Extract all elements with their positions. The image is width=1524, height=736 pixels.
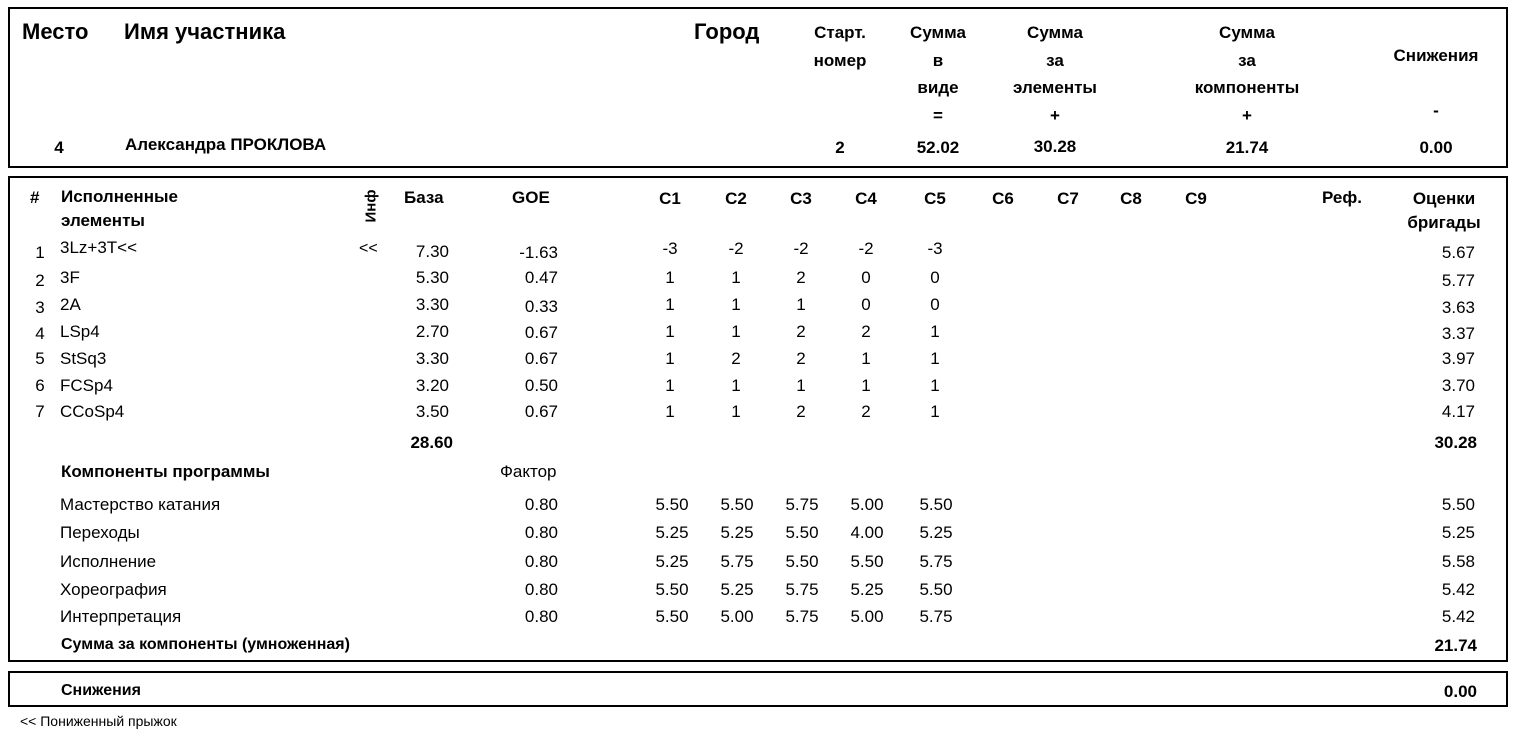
element-score: 5.77 xyxy=(1441,271,1475,290)
component-judge-3: 5.75 xyxy=(785,495,819,514)
element-judge-2: 2 xyxy=(731,349,741,368)
element-judge-4: 1 xyxy=(861,376,871,395)
component-name: Интерпретация xyxy=(60,607,182,626)
element-name: LSp4 xyxy=(60,322,100,341)
element-name: 2A xyxy=(60,295,81,314)
component-judge-3: 5.75 xyxy=(785,580,819,599)
element-judge-2: 1 xyxy=(731,295,741,314)
element-name: StSq3 xyxy=(60,349,107,368)
element-judge-4: 1 xyxy=(861,349,871,368)
components-total-label: Сумма за компоненты (умноженная) xyxy=(61,636,350,653)
component-judge-1: 5.50 xyxy=(655,607,689,626)
element-judge-4: 2 xyxy=(861,322,871,341)
col-judge-9: С9 xyxy=(1185,189,1207,208)
component-judge-2: 5.50 xyxy=(720,495,754,514)
component-judge-1: 5.25 xyxy=(655,523,689,542)
element-judge-1: 1 xyxy=(665,402,675,421)
component-name: Исполнение xyxy=(60,552,157,571)
header-place: Место xyxy=(22,19,89,44)
element-judge-5: 1 xyxy=(930,402,940,421)
skater-place: 4 xyxy=(54,138,64,157)
component-judge-5: 5.25 xyxy=(919,523,953,542)
element-judge-1: 1 xyxy=(665,295,675,314)
element-judge-4: 2 xyxy=(861,402,871,421)
header-deductions-sign: - xyxy=(1433,101,1439,120)
element-num: 6 xyxy=(35,376,45,395)
deductions-label: Снижения xyxy=(61,682,141,699)
component-judge-2: 5.25 xyxy=(720,523,754,542)
element-judge-2: 1 xyxy=(731,268,741,287)
element-judge-1: -3 xyxy=(662,239,678,258)
element-name: FCSp4 xyxy=(60,376,113,395)
col-judge-4: С4 xyxy=(855,189,877,208)
component-factor: 0.80 xyxy=(524,495,558,514)
component-judge-5: 5.75 xyxy=(919,552,953,571)
component-factor: 0.80 xyxy=(524,523,558,542)
element-base: 3.50 xyxy=(415,402,449,421)
component-judge-4: 4.00 xyxy=(850,523,884,542)
component-judge-4: 5.00 xyxy=(850,495,884,514)
element-judge-3: 2 xyxy=(796,322,806,341)
element-score: 3.37 xyxy=(1441,324,1475,343)
elements-score-total: 30.28 xyxy=(1434,433,1477,452)
element-info: << xyxy=(359,240,378,257)
element-name: CCoSp4 xyxy=(60,402,125,421)
element-score: 3.70 xyxy=(1441,376,1475,395)
element-num: 3 xyxy=(35,298,45,317)
header-deductions: Снижения xyxy=(1393,46,1479,65)
element-name: 3Lz+3T<< xyxy=(60,238,138,257)
component-judge-5: 5.75 xyxy=(919,607,953,626)
component-factor: 0.80 xyxy=(524,552,558,571)
skater-components-total: 21.74 xyxy=(1225,138,1269,157)
skater-total: 52.02 xyxy=(916,138,960,157)
element-judge-3: 2 xyxy=(796,349,806,368)
element-base: 3.30 xyxy=(415,295,449,314)
col-judge-5: С5 xyxy=(924,189,946,208)
col-score: Оценки бригады xyxy=(1407,189,1481,232)
element-judge-1: 1 xyxy=(665,322,675,341)
element-goe: 0.33 xyxy=(524,297,558,316)
component-judge-4: 5.00 xyxy=(850,607,884,626)
element-base: 3.20 xyxy=(415,376,449,395)
element-score: 3.97 xyxy=(1441,349,1475,368)
element-goe: -1.63 xyxy=(519,243,558,262)
component-judge-4: 5.50 xyxy=(850,552,884,571)
col-judge-6: С6 xyxy=(992,189,1014,208)
element-judge-2: 1 xyxy=(731,376,741,395)
element-base: 3.30 xyxy=(415,349,449,368)
components-factor-label: Фактор xyxy=(500,462,557,481)
component-score: 5.42 xyxy=(1441,580,1475,599)
element-score: 4.17 xyxy=(1441,402,1475,421)
element-judge-4: 0 xyxy=(861,295,871,314)
component-name: Переходы xyxy=(60,523,140,542)
skater-elements-total: 30.28 xyxy=(1033,137,1077,156)
element-goe: 0.67 xyxy=(524,349,558,368)
component-name: Хореография xyxy=(60,580,167,599)
header-elements: Сумма за элементы + xyxy=(1013,23,1097,125)
element-num: 2 xyxy=(35,271,45,290)
component-judge-1: 5.25 xyxy=(655,552,689,571)
deductions-box xyxy=(8,671,1508,707)
col-judge-8: С8 xyxy=(1120,189,1142,208)
component-judge-3: 5.50 xyxy=(785,552,819,571)
component-judge-1: 5.50 xyxy=(655,580,689,599)
element-judge-1: 1 xyxy=(665,349,675,368)
element-judge-2: 1 xyxy=(731,402,741,421)
elements-base-total: 28.60 xyxy=(410,433,453,452)
element-num: 5 xyxy=(35,349,45,368)
skater-start-no: 2 xyxy=(835,138,845,157)
component-factor: 0.80 xyxy=(524,607,558,626)
component-judge-3: 5.75 xyxy=(785,607,819,626)
element-goe: 0.50 xyxy=(524,376,558,395)
col-base: База xyxy=(404,188,444,207)
element-base: 7.30 xyxy=(415,242,449,261)
header-name: Имя участника xyxy=(124,19,286,44)
deductions-value: 0.00 xyxy=(1443,682,1477,701)
component-judge-3: 5.50 xyxy=(785,523,819,542)
element-judge-5: 1 xyxy=(930,349,940,368)
element-judge-4: -2 xyxy=(858,239,874,258)
component-judge-5: 5.50 xyxy=(919,580,953,599)
element-name: 3F xyxy=(60,268,80,287)
header-city: Город xyxy=(694,19,760,44)
header-total: Сумма в виде = xyxy=(910,23,966,125)
skater-deductions: 0.00 xyxy=(1419,138,1453,157)
element-judge-3: 2 xyxy=(796,268,806,287)
element-num: 4 xyxy=(35,324,45,343)
element-base: 2.70 xyxy=(415,322,449,341)
component-judge-4: 5.25 xyxy=(850,580,884,599)
element-judge-2: -2 xyxy=(728,239,744,258)
element-score: 5.67 xyxy=(1441,243,1475,262)
element-judge-5: -3 xyxy=(927,239,943,258)
element-judge-5: 0 xyxy=(930,268,940,287)
col-info: Инф xyxy=(362,189,380,223)
component-score: 5.58 xyxy=(1441,552,1475,571)
element-judge-3: 1 xyxy=(796,376,806,395)
element-judge-3: -2 xyxy=(793,239,809,258)
col-elements: Исполненные элементы xyxy=(61,187,178,230)
element-num: 1 xyxy=(35,243,45,262)
col-judge-7: С7 xyxy=(1057,189,1079,208)
element-judge-4: 0 xyxy=(861,268,871,287)
header-start: Старт. номер xyxy=(813,23,867,70)
col-judge-1: С1 xyxy=(659,189,681,208)
component-score: 5.25 xyxy=(1441,523,1475,542)
component-score: 5.42 xyxy=(1441,607,1475,626)
element-judge-3: 2 xyxy=(796,402,806,421)
element-goe: 0.67 xyxy=(524,323,558,342)
components-title: Компоненты программы xyxy=(61,462,270,481)
element-judge-5: 1 xyxy=(930,376,940,395)
element-judge-1: 1 xyxy=(665,376,675,395)
col-judge-2: С2 xyxy=(725,189,747,208)
components-total: 21.74 xyxy=(1434,636,1477,655)
element-judge-3: 1 xyxy=(796,295,806,314)
component-judge-1: 5.50 xyxy=(655,495,689,514)
component-name: Мастерство катания xyxy=(60,495,221,514)
col-ref: Реф. xyxy=(1322,188,1362,207)
element-num: 7 xyxy=(35,402,45,421)
header-components: Сумма за компоненты + xyxy=(1194,23,1300,125)
col-judge-3: С3 xyxy=(790,189,812,208)
footnote: << Пониженный прыжок xyxy=(20,713,177,729)
col-num: # xyxy=(30,188,40,207)
element-base: 5.30 xyxy=(415,268,449,287)
element-judge-5: 0 xyxy=(930,295,940,314)
element-judge-2: 1 xyxy=(731,322,741,341)
component-score: 5.50 xyxy=(1441,495,1475,514)
element-goe: 0.67 xyxy=(524,402,558,421)
component-judge-2: 5.00 xyxy=(720,607,754,626)
element-judge-1: 1 xyxy=(665,268,675,287)
element-goe: 0.47 xyxy=(524,268,558,287)
element-score: 3.63 xyxy=(1441,298,1475,317)
col-goe: GOE xyxy=(512,188,550,207)
component-factor: 0.80 xyxy=(524,580,558,599)
component-judge-2: 5.75 xyxy=(720,552,754,571)
skater-name: Александра ПРОКЛОВА xyxy=(125,135,327,154)
component-judge-2: 5.25 xyxy=(720,580,754,599)
component-judge-5: 5.50 xyxy=(919,495,953,514)
element-judge-5: 1 xyxy=(930,322,940,341)
